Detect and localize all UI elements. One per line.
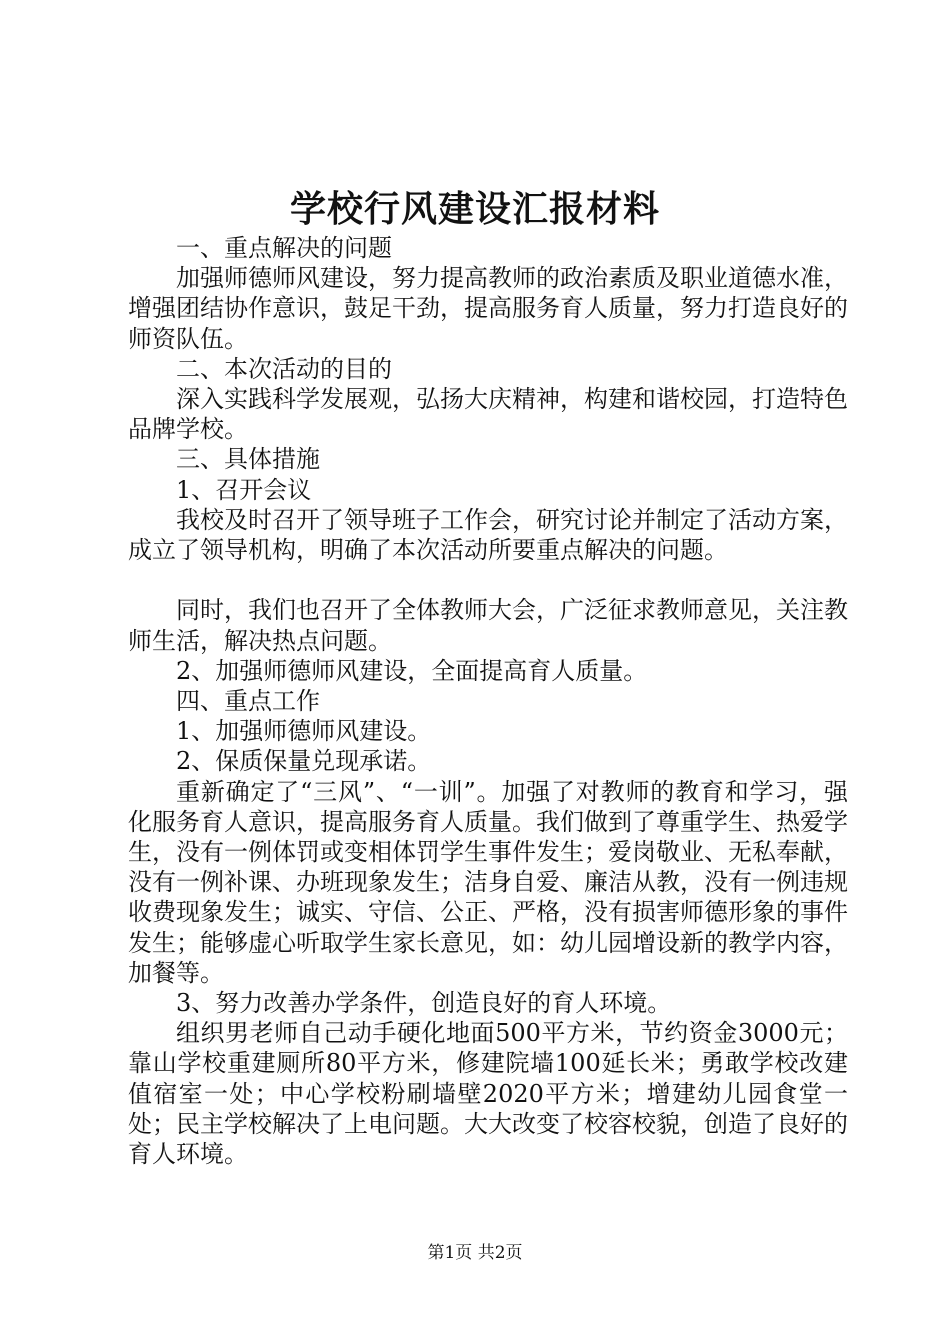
body-paragraph: 加强师德师风建设，努力提高教师的政治素质及职业道德水准，增强团结协作意识，鼓足干劲，提高服务育人质量，努力打造良好的师资队伍。 <box>128 264 848 353</box>
page-footer: 第1页 共2页 <box>427 1243 523 1263</box>
section-heading: 二、本次活动的目的 <box>176 354 392 383</box>
document-body <box>128 233 848 1169</box>
body-paragraph: 重新确定了“三风”、“一训”。加强了对教师的教育和学习，强化服务育人意识，提高服务育人质量。我们做到了尊重学生、热爱学生，没有一例体罚或变相体罚学生事件发生；爱岗敬业、无私奉献，没有一例补课、办班现象发生；洁身自爱、廉洁从教，没有一例违规收费现象发生；诚实、守信、公正、严格，没有损害师德形象的事件发生；能够虚心听取学生家长意见，如：幼儿园增设新的教学内容，加餐等。 <box>128 777 848 987</box>
subsection-heading: 1、加强师德师风建设。 <box>176 717 432 746</box>
body-paragraph: 组织男老师自己动手硬化地面500平方米，节约资金3000元；靠山学校重建厕所80平方米，修建院墙100延长米；勇敢学校改建值宿室一处；中心学校粉刷墙壁2020平方米；增建幼儿园食堂一处；民主学校解决了上电问题。大大改变了校容校貌，创造了良好的育人环境。 <box>128 1019 848 1169</box>
subsection-heading: 2、加强师德师风建设，全面提高育人质量。 <box>176 656 648 685</box>
body-paragraph: 同时，我们也召开了全体教师大会，广泛征求教师意见，关注教师生活，解决热点问题。 <box>128 596 848 655</box>
document-title: 学校行风建设汇报材料 <box>289 188 660 230</box>
section-heading: 一、重点解决的问题 <box>176 234 392 262</box>
section-heading: 四、重点工作 <box>176 687 320 716</box>
body-paragraph: 深入实践科学发展观，弘扬大庆精神，构建和谐校园，打造特色品牌学校。 <box>128 385 848 444</box>
subsection-heading: 1、召开会议 <box>176 475 312 504</box>
blank-line <box>128 565 848 595</box>
body-paragraph: 我校及时召开了领导班子工作会，研究讨论并制定了活动方案，成立了领导机构，明确了本次活动所要重点解决的问题。 <box>128 505 848 565</box>
section-heading: 三、具体措施 <box>176 445 320 474</box>
subsection-heading: 3、努力改善办学条件，创造良好的育人环境。 <box>176 989 672 1018</box>
subsection-heading: 2、保质保量兑现承诺。 <box>176 747 432 776</box>
